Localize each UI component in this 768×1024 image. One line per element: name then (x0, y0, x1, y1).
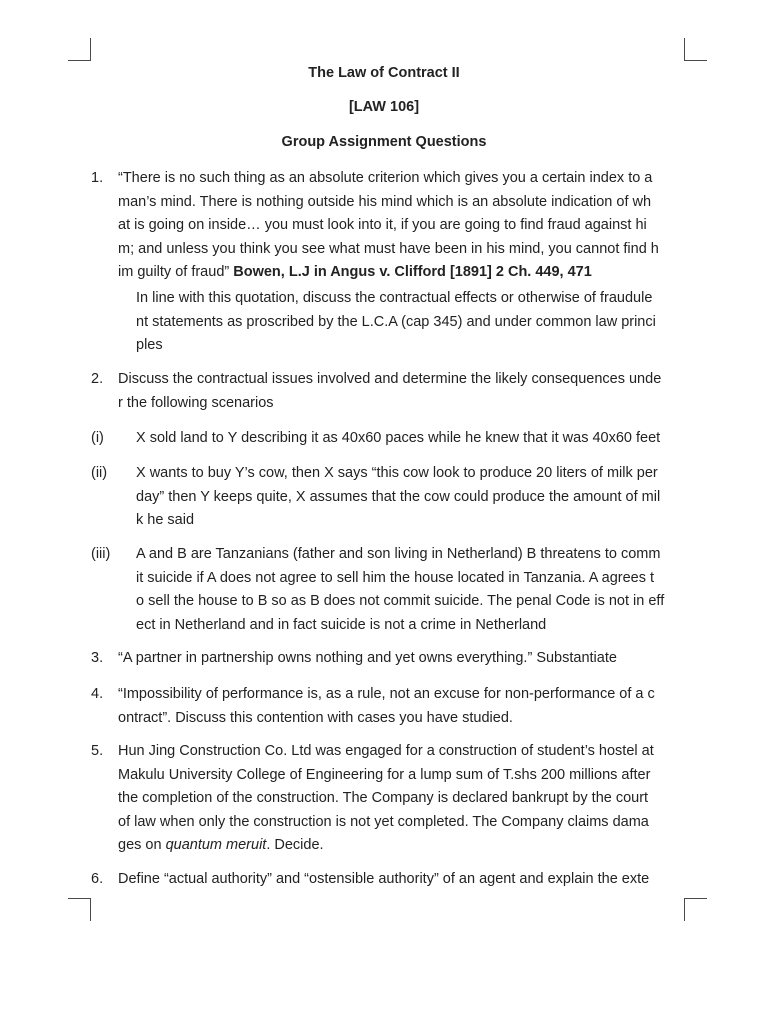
scenario-text (136, 543, 688, 637)
question-number: 1. (91, 170, 104, 186)
text-line: the completion of the construction. The Company is declared bankrupt by the court (118, 790, 649, 806)
document-title: The Law of Contract II (308, 65, 460, 81)
question-text (118, 167, 688, 285)
text-line: day” then Y keeps quite, X assumes that the cow could produce the amount of mil (136, 488, 661, 505)
text-fragment: . Decide. (266, 837, 324, 853)
text-line: Define “actual authority” and “ostensible authority” of an agent and explain the exte (118, 871, 650, 887)
text-line: r the following scenarios (118, 394, 274, 411)
text-line: ontract”. Discuss this contention with cases you have studied. (118, 709, 513, 726)
scenario-text (136, 462, 688, 533)
scenario-text (136, 427, 688, 451)
text-line (118, 834, 688, 858)
text-line: Makulu University College of Engineering for a lump sum of T.shs 200 millions after (118, 766, 651, 783)
crop-mark-bottom-right (684, 898, 707, 899)
text-line: “Impossibility of performance is, as a rule, not an excuse for non-performance of a c (118, 686, 655, 702)
crop-mark-bottom-right (684, 898, 685, 921)
crop-mark-bottom-left (68, 898, 91, 899)
document-subtitle: Group Assignment Questions (281, 134, 487, 150)
text-line: m; and unless you think you see what must have been in his mind, you cannot find h (118, 240, 659, 257)
question-text (118, 683, 688, 730)
question-number: 4. (91, 686, 104, 702)
text-line: it suicide if A does not agree to sell him the house located in Tanzania. A agrees t (136, 569, 655, 586)
quote-end: im guilty of fraud” (118, 264, 230, 280)
crop-mark-top-left (90, 38, 91, 61)
crop-mark-top-right (684, 60, 707, 61)
legal-term: quantum meruit (165, 837, 267, 853)
text-line: “A partner in partnership owns nothing and yet owns everything.” Substantiate (118, 650, 617, 666)
text-line: “There is no such thing as an absolute criterion which gives you a certain index to a (118, 170, 653, 186)
text-line: man’s mind. There is nothing outside his mind which is an absolute indication of wh (118, 193, 652, 210)
crop-mark-bottom-left (90, 898, 91, 921)
crop-mark-top-right (684, 38, 685, 61)
question-number: 6. (91, 871, 104, 887)
question-number: 2. (91, 371, 104, 387)
text-line: at is going on inside… you must look into it, if you are going to find fraud against hi (118, 217, 647, 233)
text-line: k he said (136, 512, 195, 528)
text-line: nt statements as proscribed by the L.C.A (cap 345) and under common law princi (136, 313, 656, 330)
question-text (118, 647, 688, 671)
scenario-label: (iii) (91, 546, 111, 562)
question-text (118, 868, 688, 892)
crop-mark-top-left (68, 60, 91, 61)
text-line: ples (136, 337, 163, 353)
question-followup (136, 287, 688, 358)
question-number: 5. (91, 743, 104, 759)
text-line: In line with this quotation, discuss the contractual effects or otherwise of fraudule (136, 290, 653, 306)
scenario-label: (ii) (91, 465, 108, 481)
text-fragment: ges on (118, 837, 166, 853)
text-line: Hun Jing Construction Co. Ltd was engaged for a construction of student’s hostel at (118, 743, 654, 759)
text-line: Discuss the contractual issues involved and determine the likely consequences unde (118, 371, 662, 387)
course-code: [LAW 106] (348, 99, 420, 115)
text-line: X sold land to Y describing it as 40x60 paces while he knew that it was 40x60 feet (136, 430, 661, 446)
question-text (118, 740, 688, 858)
question-text (118, 368, 688, 415)
scenario-label: (i) (91, 430, 104, 446)
case-citation: Bowen, L.J in Angus v. Clifford [1891] 2 Ch. 449, 471 (233, 264, 592, 280)
text-line (118, 261, 688, 285)
text-line: ect in Netherland and in fact suicide is not a crime in Netherland (136, 616, 547, 633)
text-line: X wants to buy Y’s cow, then X says “this cow look to produce 20 liters of milk per (136, 465, 658, 481)
text-line: o sell the house to B so as B does not commit suicide. The penal Code is not in eff (136, 593, 665, 609)
text-line: of law when only the construction is not yet completed. The Company claims dama (118, 813, 649, 830)
question-number: 3. (91, 650, 104, 666)
text-line: A and B are Tanzanians (father and son living in Netherland) B threatens to comm (136, 546, 661, 562)
